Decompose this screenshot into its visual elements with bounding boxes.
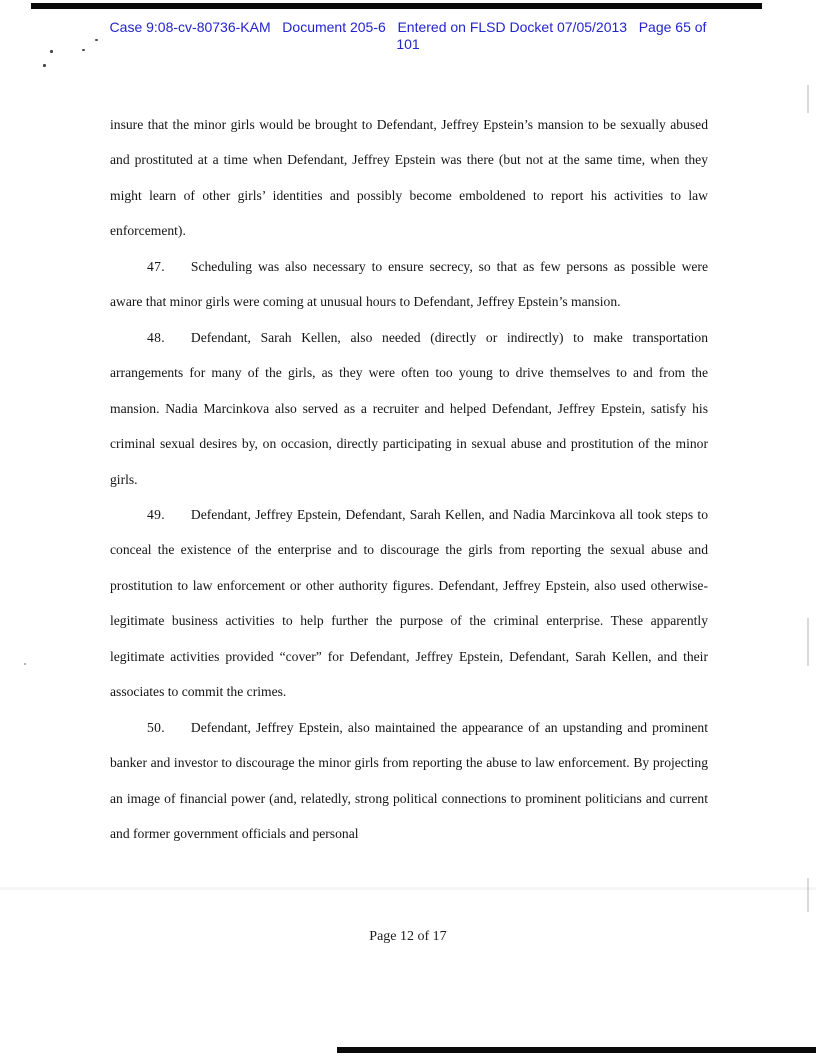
paragraph-text: Defendant, Jeffrey Epstein, Defendant, Sarah Kellen, and Nadia Marcinkova all took steps to conceal the existence of the enterprise and to discourage the girls from reporting the sexual abuse and prostitution to law enforcement or other authority figures. Defendant, Jeffrey Epstein, also used otherwise-legitimate business activities to help further the purpose of the criminal enterprise. These apparently legitimate activities provided “cover” for Defendant, Jeffrey Epstein, Defendant, Sarah Kellen, and their associates to commit the crimes.: [110, 506, 708, 700]
paragraph: [110, 249, 708, 320]
paragraph: [110, 497, 708, 710]
paragraph-text: Defendant, Sarah Kellen, also needed (directly or indirectly) to make transportation arrangements for many of the girls, as they were often too young to drive themselves to and from the mansion. Nadia Marcinkova also served as a recruiter and helped Defendant, Jeffrey Epstein, satisfy his criminal sexual desires by, on occasion, directly participating in sexual abuse and prostitution of the minor girls.: [110, 329, 708, 487]
document-body: [110, 107, 708, 852]
scan-edge-streak: [807, 618, 809, 666]
scan-speck: [50, 50, 53, 53]
paragraph: [110, 320, 708, 497]
scan-edge-streak: [807, 878, 809, 912]
scan-artifact-top-bar: [31, 3, 762, 9]
scan-edge-streak: [807, 85, 809, 113]
paragraph-number: 48.: [147, 329, 165, 345]
scan-artifact-bottom-bar: [337, 1047, 816, 1053]
paragraph-number: 49.: [147, 506, 165, 522]
scan-speck: [24, 663, 26, 665]
scan-speck: [95, 39, 98, 41]
paragraph-text: insure that the minor girls would be brought to Defendant, Jeffrey Epstein’s mansion to be sexually abused and prostituted at a time when Defendant, Jeffrey Epstein was there (but not at the same time, when they might learn of other girls’ identities and possibly become emboldened to report his activities to law enforcement).: [110, 117, 708, 239]
case-header-line1: Case 9:08-cv-80736-KAM Document 205-6 Entered on FLSD Docket 07/05/2013 Page 65 of: [109, 19, 707, 35]
paragraph-number: 50.: [147, 719, 165, 735]
scan-speck: [43, 64, 46, 67]
paragraph: [110, 107, 708, 249]
page-number-footer: Page 12 of 17: [369, 929, 447, 944]
scan-line-artifact: [0, 887, 816, 890]
paragraph: [110, 710, 708, 852]
paragraph-text: Scheduling was also necessary to ensure secrecy, so that as few persons as possible were aware that minor girls were coming at unusual hours to Defendant, Jeffrey Epstein’s mansion.: [110, 258, 708, 310]
case-header-line2: 101: [396, 35, 420, 52]
paragraph-number: 47.: [147, 258, 165, 274]
scan-speck: [82, 49, 85, 51]
paragraph-text: Defendant, Jeffrey Epstein, also maintained the appearance of an upstanding and prominent banker and investor to discourage the minor girls from reporting the abuse to law enforcement. By projecting an image of financial power (and, relatedly, strong political connections to prominent politicians and current and former government officials and personal: [110, 719, 708, 842]
case-header: [0, 19, 816, 52]
